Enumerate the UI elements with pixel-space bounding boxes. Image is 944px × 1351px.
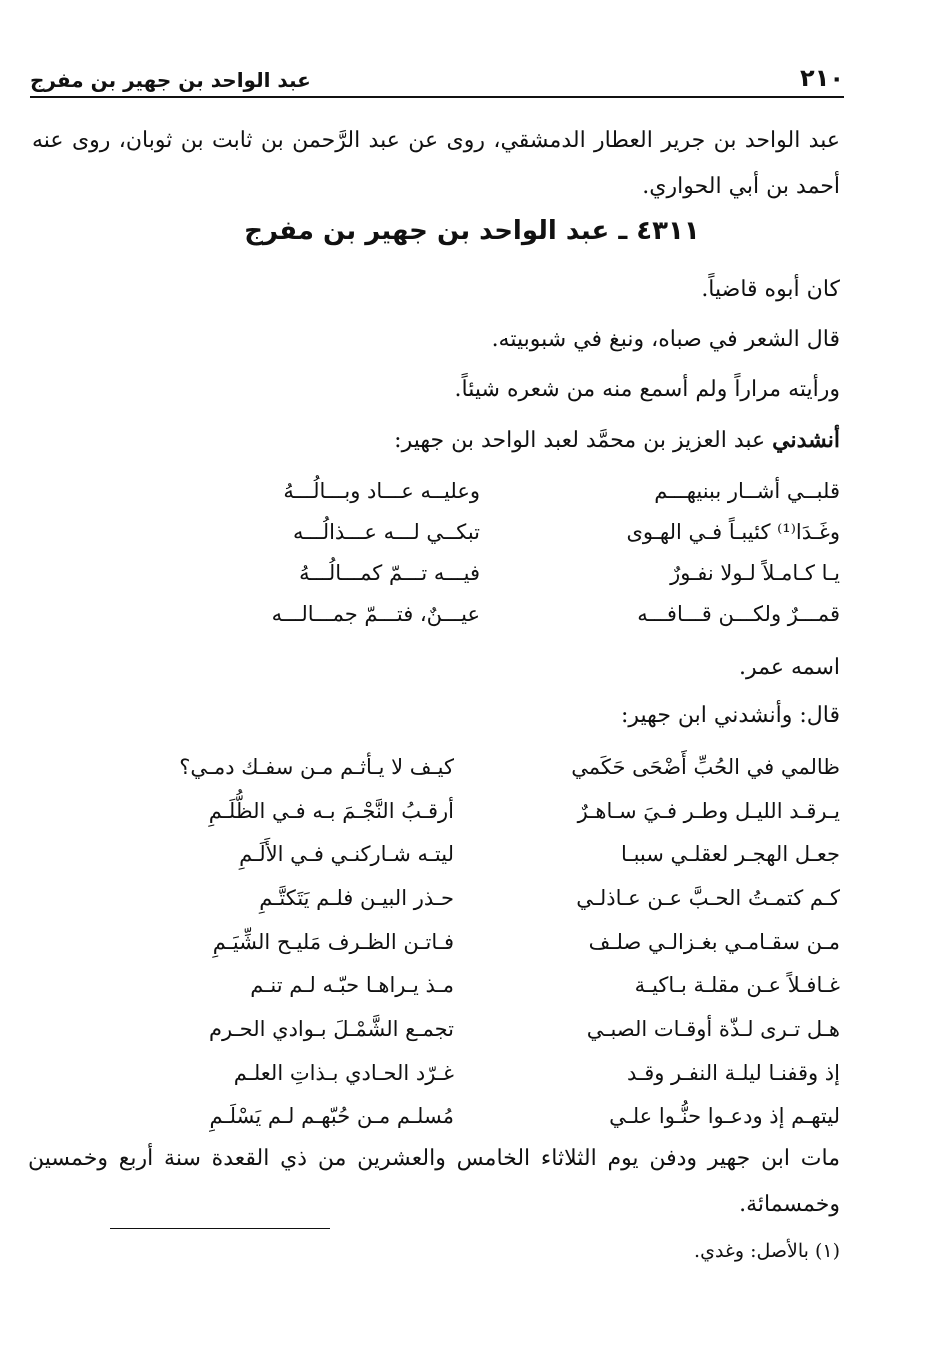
footnote-rule (110, 1228, 330, 1229)
verse (120, 552, 840, 593)
hemistich-second: مُسلـم مـن حُبّهـم لـم يَسْلَـمِ (209, 1104, 454, 1129)
footnote: (١) بالأصل: وغدي. (694, 1240, 840, 1262)
recite-line: قال: وأنشدني ابن جهير: (620, 703, 840, 728)
verse (110, 1007, 840, 1051)
poem-2 (110, 745, 840, 1138)
hemistich-first: يـا كـامـلاً لـولا نفـورٌ (670, 560, 840, 585)
hemistich-second: فـاتـن الظـرف مَليـح الشِّيَـمِ (212, 929, 454, 954)
hemistich-first: قمـــرٌ ولكـــن قـــافـــه (637, 601, 840, 626)
hemistich-first: كـم كتمـتُ الحـبَّ عـن عـاذلـي (576, 885, 840, 910)
entry-title: ٤٣١١ ـ عبد الواحد بن جهير بن مفرج (244, 216, 700, 246)
verse (110, 745, 840, 789)
verse (110, 832, 840, 876)
hemistich-second: عيـــنٌ، فتـــمّ جمـــالـــه (271, 601, 480, 626)
hemistich-second: مـذ يـراهـا حبّـه لـم تنـم (250, 973, 454, 998)
verse (110, 963, 840, 1007)
recite-bold: أنشدني (772, 427, 840, 453)
verse (110, 789, 840, 833)
closing-paragraph: مات ابن جهير ودفن يوم الثلاثاء الخامس والعشرين من ذي القعدة سنة أربع وخمسين وخمسمائة. (28, 1146, 840, 1217)
hemistich-second: وعليــه عـــاد وبـــالُـــهُ (283, 478, 480, 503)
hemistich-first: قلبــي أشــار ببنيهـــم (654, 478, 840, 503)
hemistich-first: جعـل الهجـر لعقلـي سببـا (621, 842, 840, 867)
running-title: عبد الواحد بن جهير بن مفرج (30, 68, 311, 92)
hemistich-first: يـرقـد الليـل وطـر فـيَ سـاهـرٌ (577, 798, 840, 823)
hemistich-second: حـذر البيـن فلـم يَتَكتَّـمِ (259, 885, 454, 910)
text-line: قال الشعر في صباه، ونبغ في شبوبيته. (491, 327, 840, 352)
page-header (30, 62, 844, 98)
hemistich-second: تبكــي لـــه عـــذالُـــه (292, 519, 480, 544)
verse (120, 470, 840, 511)
hemistich-first: ليتهـم إذ ودعـوا حنُّـوا علـي (609, 1104, 840, 1129)
verse (120, 593, 840, 634)
hemistich-first: مـن سقـامـي بغـزالـي صلـف (588, 929, 840, 954)
verse (110, 1051, 840, 1095)
hemistich-first: وغَـدَا⁽¹⁾ كئيبـاً فـي الهـوى (626, 519, 840, 544)
page-number: ٢١٠ (800, 64, 844, 92)
hemistich-first: ظالمي في الحُبِّ أَضْحَى حَكَمي (571, 754, 840, 779)
hemistich-second: أرقـبُ النَّجْـمَ بـه فـي الظُّلَـمِ (208, 798, 454, 823)
hemistich-first: غـافـلاً عـن مقلـة بـاكيـة (634, 973, 840, 998)
hemistich-second: فيـــه تـــمّ كمـــالُـــهُ (299, 560, 480, 585)
recite-rest: عبد العزيز بن محمَّد لعبد الواحد بن جهير: (394, 428, 773, 453)
verse (120, 511, 840, 552)
verse (110, 920, 840, 964)
hemistich-first: هـل تـرى لـذّة أوقـات الصبـي (586, 1016, 840, 1041)
name-line: اسمه عمر. (738, 655, 840, 680)
hemistich-first: إذ وقفنـا ليلـة النفـر وقـد (627, 1060, 840, 1085)
text-line: كان أبوه قاضياً. (701, 277, 840, 302)
recite-line (394, 420, 840, 461)
hemistich-second: كيـف لا يـأثـم مـن سفـك دمـي؟ (179, 754, 454, 779)
verse (110, 1095, 840, 1139)
hemistich-second: غـرّد الحـادي بـذاتِ العلـم (233, 1060, 454, 1085)
hemistich-second: تجمـع الشَّمْـلَ بـوادي الحـرم (208, 1016, 454, 1041)
poem-1 (120, 470, 840, 634)
text-line: ورأيته مراراً ولم أسمع منه من شعره شيئاً. (454, 377, 840, 402)
intro-paragraph: عبد الواحد بن جرير العطار الدمشقي، روى عن عبد الرَّحمن بن ثابت بن ثوبان، روى عنه أحمد بن أبي الحواري. (32, 128, 840, 199)
verse (110, 876, 840, 920)
hemistich-second: ليتـه شـاركنـي فـي الأَلَـمِ (239, 842, 454, 867)
